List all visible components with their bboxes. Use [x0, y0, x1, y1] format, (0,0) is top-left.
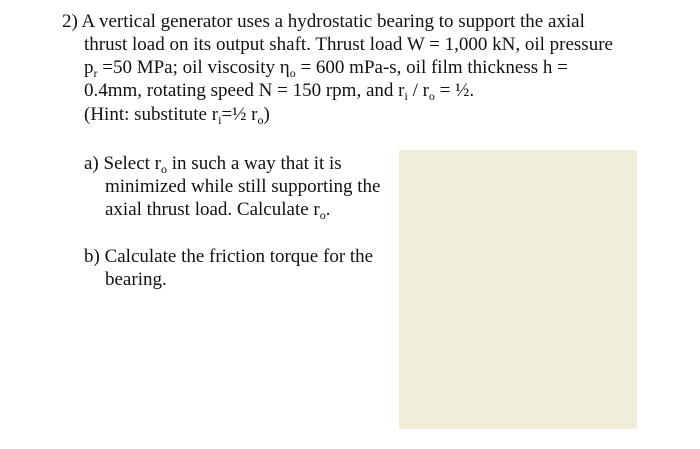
part-b-line-2: bearing. [105, 269, 167, 290]
answer-box [399, 150, 637, 429]
problem-number: 2) [62, 11, 78, 32]
part-b-line-1: b) Calculate the friction torque for the [84, 246, 374, 267]
part-a-line-1: a) Select $r_o$ in such a way that it is [84, 153, 342, 176]
problem-line-4: 0.4mm, rotating speed N = 150 rpm, and $r_i / r_o$ = ½. [84, 80, 475, 103]
problem-line-1: 2) A vertical generator uses a hydrostatic bearing to support the axial [62, 11, 585, 32]
part-a-line-2: minimized while still supporting the [105, 176, 381, 197]
problem-line-3: $p_r =50$ MPa; oil viscosity $\eta_o = 600$ mPa-s, oil film thickness h = [84, 57, 568, 80]
hint-line: (Hint: substitute $r_i=\frac{1}{2}$ $r_o$) [84, 104, 270, 127]
problem-line-2: thrust load on its output shaft. Thrust load W = 1,000 kN, oil pressure [84, 34, 613, 55]
part-a-line-3: axial thrust load. Calculate $r_o$. [105, 199, 331, 222]
